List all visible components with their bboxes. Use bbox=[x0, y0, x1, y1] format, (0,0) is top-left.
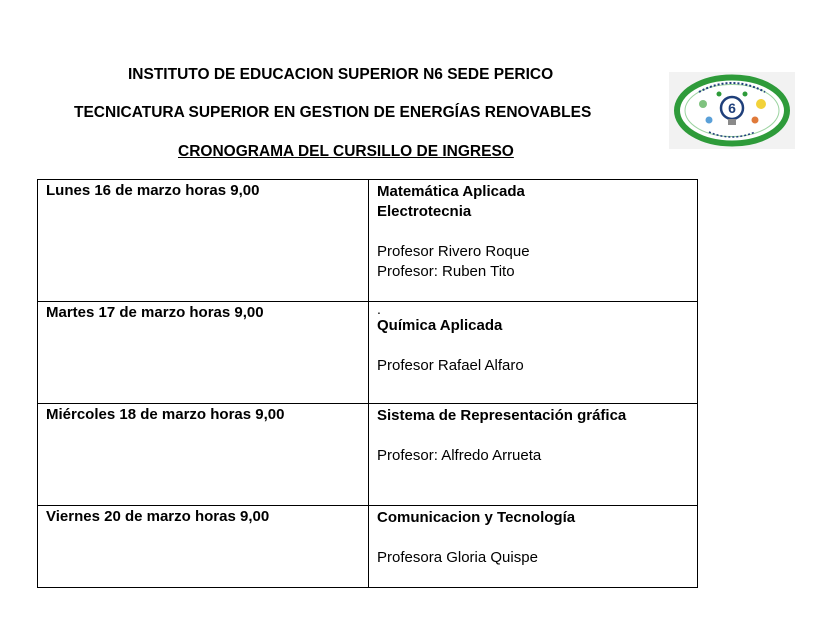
professor-label: Profesor Rafael Alfaro bbox=[377, 357, 524, 374]
subject-label: Matemática Aplicada bbox=[377, 183, 525, 200]
stray-mark: . bbox=[377, 301, 381, 317]
day-label: Viernes 20 de marzo horas 9,00 bbox=[46, 508, 270, 525]
institute-title: INSTITUTO DE EDUCACION SUPERIOR N6 SEDE PERICO bbox=[128, 66, 554, 83]
subject-cell bbox=[369, 180, 698, 302]
table-row bbox=[38, 404, 698, 506]
subject-label: Comunicacion y Tecnología bbox=[377, 509, 576, 526]
professor-label: Profesor Rivero Roque bbox=[377, 243, 530, 260]
table-row bbox=[38, 302, 698, 404]
schedule-title: CRONOGRAMA DEL CURSILLO DE INGRESO bbox=[178, 143, 514, 160]
schedule-table bbox=[37, 179, 698, 588]
table-row bbox=[38, 506, 698, 588]
subject-label: Electrotecnia bbox=[377, 203, 472, 220]
table-row bbox=[38, 180, 698, 302]
subject-cell bbox=[369, 302, 698, 404]
day-cell bbox=[38, 302, 369, 404]
subject-cell bbox=[369, 506, 698, 588]
program-title: TECNICATURA SUPERIOR EN GESTION DE ENERGÍAS RENOVABLES bbox=[74, 104, 592, 121]
institution-logo bbox=[669, 72, 795, 149]
day-cell bbox=[38, 506, 369, 588]
subject-label: Química Aplicada bbox=[377, 317, 503, 334]
day-cell bbox=[38, 404, 369, 506]
professor-label: Profesora Gloria Quispe bbox=[377, 549, 538, 566]
day-label: Miércoles 18 de marzo horas 9,00 bbox=[46, 406, 285, 423]
subject-label: Sistema de Representación gráfica bbox=[377, 407, 627, 424]
day-cell bbox=[38, 180, 369, 302]
day-label: Lunes 16 de marzo horas 9,00 bbox=[46, 182, 260, 199]
subject-cell bbox=[369, 404, 698, 506]
professor-label: Profesor: Ruben Tito bbox=[377, 263, 515, 280]
day-label: Martes 17 de marzo horas 9,00 bbox=[46, 304, 264, 321]
svg-text:6: 6 bbox=[728, 100, 736, 116]
professor-label: Profesor: Alfredo Arrueta bbox=[377, 447, 542, 464]
